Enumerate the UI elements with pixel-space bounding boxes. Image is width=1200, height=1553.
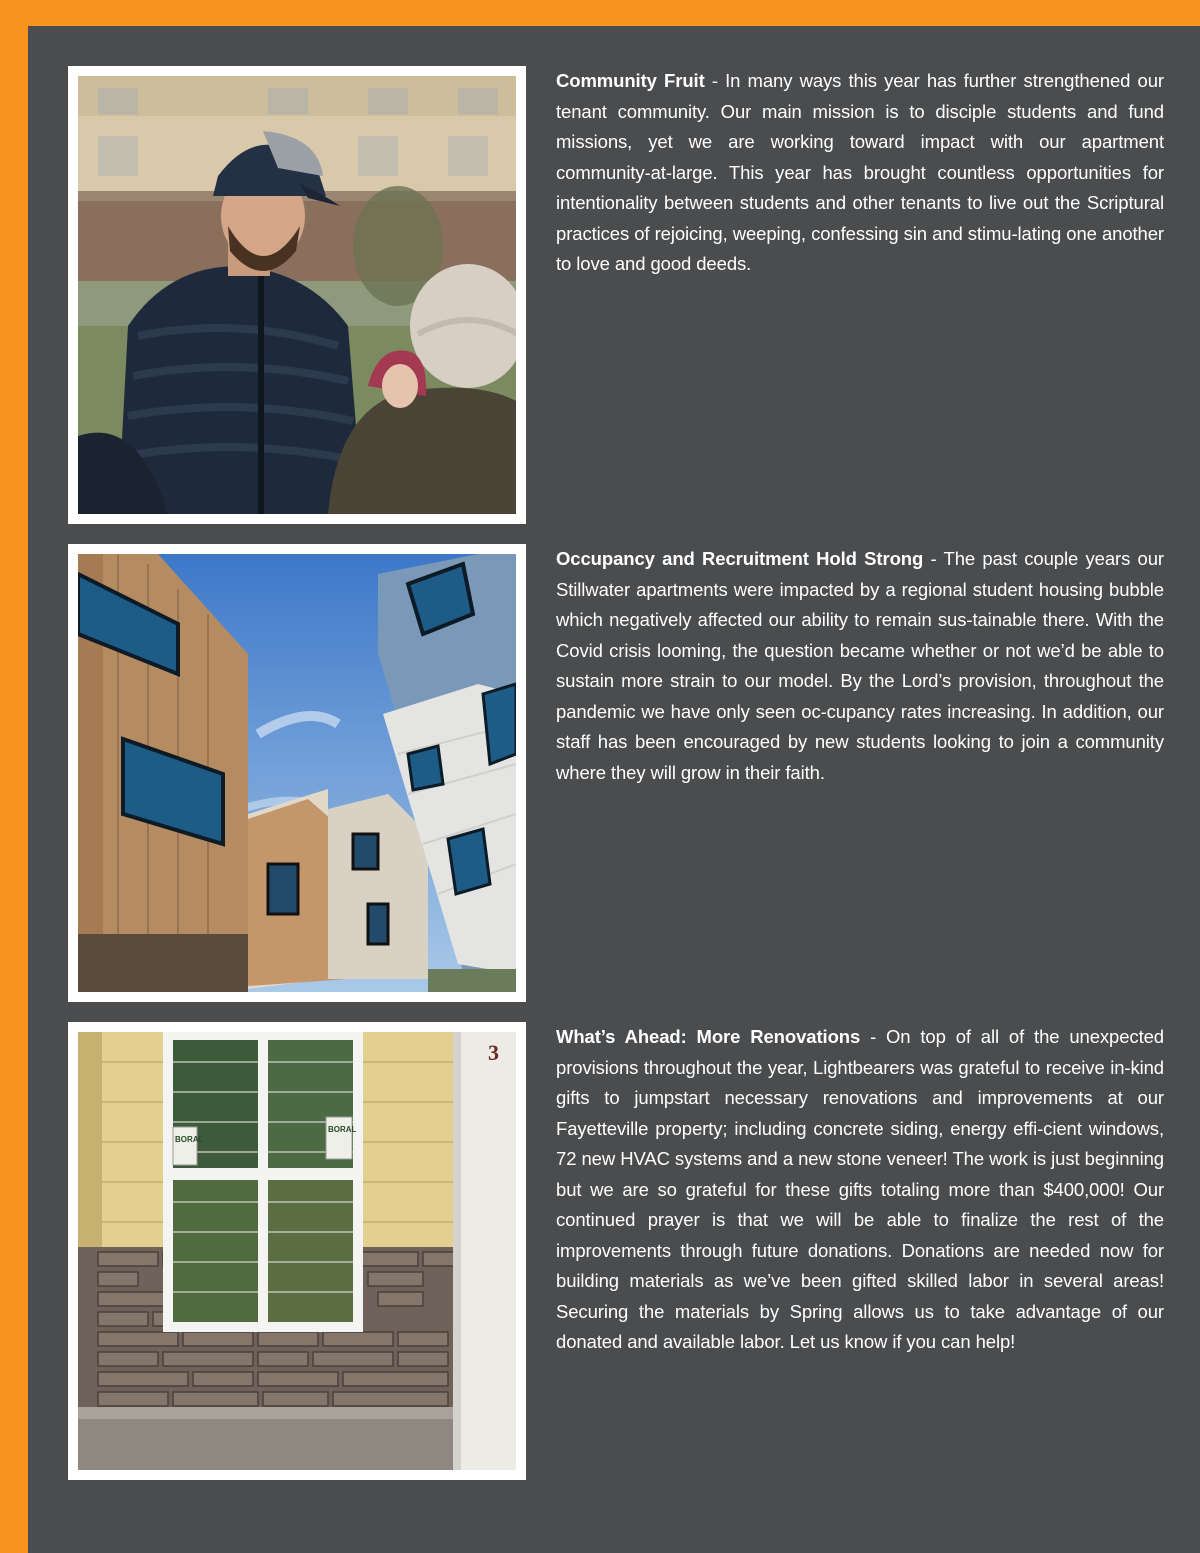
section-heading: Occupancy and Recruitment Hold Strong (556, 548, 924, 569)
content-panel (28, 26, 1200, 1553)
section-body: - The past couple years our Stillwater apartments were impacted by a regional student housing bubble which negatively affected our ability to remain sus-tainable there. With the Covid crisis looming, the question became whether or not we’d be able to sustain more strain to our model. By the Lord’s provision, throughout the pandemic we have only seen oc-cupancy rates increasing. In addition, our staff has been encouraged by new students looking to join a community where they will grow in their faith. (556, 548, 1164, 783)
section-heading: Community Fruit (556, 70, 705, 91)
section-text (556, 66, 1164, 280)
photo-renovated-window-and-stone-veneer (78, 1032, 516, 1470)
section-text (556, 1022, 1164, 1358)
photo-man-in-cap-talking-with-tenants (78, 76, 516, 514)
section-text (556, 544, 1164, 788)
section-body: - In many ways this year has further strengthened our tenant community. Our main mission is to disciple students and fund missions, yet we are working toward impact with our apartment community-at-large. This year has brought countless opportunities for intentionality between students and other tenants to live out the Scriptural practices of rejoicing, weeping, confessing sin and stimu-lating one another to love and good deeds. (556, 70, 1164, 274)
photo-apartment-buildings-from-below (78, 554, 516, 992)
window-sign-left: BORAL (175, 1135, 204, 1144)
photo-frame (68, 544, 526, 1002)
section-heading: What’s Ahead: More Renovations (556, 1026, 861, 1047)
section-body: - On top of all of the unexpected provisions throughout the year, Lightbearers was grateful to receive in-kind gifts to jumpstart necessary renovations and improvements at our Fayetteville property; including concrete siding, energy effi-cient windows, 72 new HVAC systems and a new stone veneer! The work is just beginning but we are so grateful for these gifts totaling more than $400,000! Our continued prayer is that we will be able to finalize the rest of the improvements through future donations. Donations are needed now for building materials as we’ve been gifted skilled labor in several areas! Securing the materials by Spring allows us to take advantage of our donated and available labor. Let us know if you can help! (556, 1026, 1165, 1352)
unit-number: 3 (488, 1040, 499, 1065)
photo-frame (68, 1022, 526, 1480)
window-sign-right: BORAL (328, 1125, 357, 1134)
photo-frame (68, 66, 526, 524)
